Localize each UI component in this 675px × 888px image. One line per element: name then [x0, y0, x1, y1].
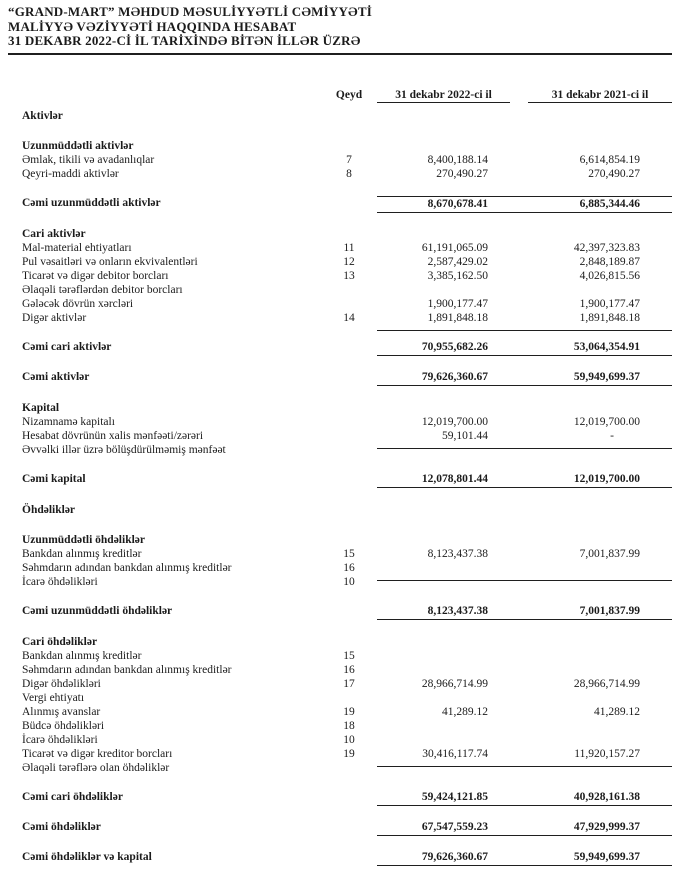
row-label: Əvvəlki illər üzrə bölüşdürülməmiş mənfəət: [22, 443, 226, 456]
section-row: [22, 139, 672, 153]
row-values: [377, 255, 672, 269]
value-2021: 59,949,699.37: [573, 370, 640, 383]
section-row: [22, 635, 672, 649]
row-label: Hesabat dövrünün xalis mənfəəti/zərəri: [22, 429, 204, 442]
value-2021: 7,001,837.99: [579, 604, 640, 617]
row-values: [377, 604, 672, 620]
row-label: Cari öhdəliklər: [22, 635, 98, 648]
table-body: [22, 109, 672, 865]
table-header-row: [22, 88, 672, 105]
item-row: [22, 241, 672, 255]
row-label: Uzunmüddətli aktivlər: [22, 139, 134, 152]
value-2022: 8,123,437.38: [427, 547, 488, 560]
row-label: Əlaqəli tərəflərdən debitor borcları: [22, 283, 183, 296]
item-row: [22, 443, 672, 457]
row-label: Gələcək dövrün xərcləri: [22, 297, 134, 310]
value-2021: 6,614,854.19: [579, 153, 640, 166]
row-values: [377, 747, 672, 761]
item-row: [22, 311, 672, 325]
value-2022: 28,966,714.99: [421, 677, 488, 690]
row-values: [377, 269, 672, 283]
total-row: [22, 820, 672, 835]
row-label: Digər öhdəlikləri: [22, 677, 101, 690]
note-ref: 15: [343, 649, 355, 662]
note-ref: 10: [343, 575, 355, 588]
row-values: [377, 443, 672, 449]
value-2021: 40,928,161.38: [573, 790, 640, 803]
row-values: [377, 547, 672, 561]
row-values: [377, 153, 672, 167]
row-values: [377, 820, 672, 836]
value-2022: 3,385,162.50: [427, 269, 488, 282]
row-values: [377, 370, 672, 386]
item-row: [22, 663, 672, 677]
value-2021: 12,019,700.00: [573, 472, 640, 485]
total-row: [22, 850, 672, 865]
value-2021: 7,001,837.99: [579, 547, 640, 560]
value-2021: 41,289.12: [594, 705, 640, 718]
company-title: “GRAND-MART” MƏHDUD MƏSULİYYƏTLİ CƏMİYYƏTİ: [8, 4, 372, 19]
row-values: [377, 790, 672, 806]
value-2021: 2,848,189.87: [579, 255, 640, 268]
value-2022: 8,400,188.14: [427, 153, 488, 166]
row-values: [377, 167, 672, 181]
value-2022: 1,891,848.18: [427, 311, 488, 324]
note-ref: 16: [343, 561, 355, 574]
report-title: MALİYYƏ VƏZİYYƏTİ HAQQINDA HESABAT: [8, 18, 297, 34]
row-label: Əmlak, tikili və avadanlıqlar: [22, 153, 155, 166]
item-row: [22, 547, 672, 561]
row-label: Ticarət və digər debitor borcları: [22, 269, 169, 282]
total-row: [22, 196, 672, 211]
row-label: Uzunmüddətli öhdəliklər: [22, 533, 146, 546]
note-ref: 16: [343, 663, 355, 676]
value-2021: 11,920,157.27: [574, 747, 640, 760]
item-row: [22, 761, 672, 775]
note-ref: 15: [343, 547, 355, 560]
value-2022: 30,416,117.74: [422, 747, 488, 760]
header-divider: [8, 53, 672, 55]
column-header-2022: 31 dekabr 2022-ci il: [377, 88, 510, 103]
row-label: Cəmi kapital: [22, 472, 86, 485]
row-label: Cəmi öhdəliklər: [22, 820, 101, 833]
row-label: Mal-material ehtiyatları: [22, 241, 132, 254]
row-label: Nizamnamə kapitalı: [22, 415, 115, 428]
value-2021: 47,929,999.37: [573, 820, 640, 833]
column-header-2021: 31 dekabr 2021-ci il: [528, 88, 672, 103]
row-values: [377, 677, 672, 691]
row-label: Bankdan alınmış kreditlər: [22, 547, 142, 560]
row-values: [377, 415, 672, 429]
value-2022: 2,587,429.02: [427, 255, 488, 268]
row-label: Səhmdarın adından bankdan alınmış kreditlər: [22, 561, 232, 574]
item-row: [22, 705, 672, 719]
note-ref: 19: [343, 705, 355, 718]
value-2021: 4,026,815.56: [579, 269, 640, 282]
row-values: [377, 850, 672, 866]
value-2021: 1,900,177.47: [579, 297, 640, 310]
item-row: [22, 283, 672, 297]
row-label: Cəmi uzunmüddətli öhdəliklər: [22, 604, 173, 617]
row-values: [377, 241, 672, 255]
row-label: Büdcə öhdəlikləri: [22, 719, 105, 732]
row-values: [377, 575, 672, 581]
item-row: [22, 719, 672, 733]
column-header-note: Qeyd: [335, 88, 363, 101]
value-2022: 61,191,065.09: [421, 241, 488, 254]
item-row: [22, 415, 672, 429]
column-header-values: [377, 88, 672, 103]
row-label: Əlaqəli tərəflərə olan öhdəliklər: [22, 761, 170, 774]
value-2021: 270,490.27: [588, 167, 640, 180]
row-label: İcarə öhdəlikləri: [22, 575, 98, 588]
report-header: [0, 0, 675, 49]
value-2022: 79,626,360.67: [421, 850, 488, 863]
balance-sheet-table: [22, 88, 672, 865]
note-ref: 14: [343, 311, 355, 324]
row-label: Kapital: [22, 401, 60, 414]
value-2021: 6,885,344.46: [579, 197, 640, 210]
value-2022: 12,078,801.44: [421, 472, 488, 485]
item-row: [22, 429, 672, 443]
row-label: Cəmi cari öhdəliklər: [22, 790, 123, 803]
value-2022: 12,019,700.00: [421, 415, 488, 428]
section-row: [22, 533, 672, 547]
total-row: [22, 370, 672, 385]
total-row: [22, 790, 672, 805]
note-ref: 17: [343, 677, 355, 690]
row-values: [377, 196, 672, 213]
section-row: [22, 227, 672, 241]
item-row: [22, 747, 672, 761]
row-label: Alınmış avanslar: [22, 705, 101, 718]
value-2021: 53,064,354.91: [573, 340, 640, 353]
row-label: Bankdan alınmış kreditlər: [22, 649, 142, 662]
row-values: [377, 340, 672, 356]
row-label: Cəmi aktivlər: [22, 370, 90, 383]
item-row: [22, 733, 672, 747]
row-label: Pul vəsaitləri və onların ekvivalentləri: [22, 255, 198, 268]
value-2022: 59,424,121.85: [421, 790, 488, 803]
value-2021: 12,019,700.00: [573, 415, 640, 428]
value-2022: 67,547,559.23: [421, 820, 488, 833]
row-values: [377, 429, 672, 443]
value-2022: 8,670,678.41: [427, 197, 488, 210]
item-row: [22, 649, 672, 663]
total-row: [22, 472, 672, 487]
row-label: Cari aktivlər: [22, 227, 86, 240]
row-label: Ticarət və digər kreditor borcları: [22, 747, 173, 760]
value-2021: 42,397,323.83: [573, 241, 640, 254]
row-label: Qeyri-maddi aktivlər: [22, 167, 119, 180]
value-2022: 41,289.12: [442, 705, 488, 718]
row-values: [377, 311, 672, 331]
value-2021: 28,966,714.99: [573, 677, 640, 690]
row-label: Səhmdarın adından bankdan alınmış kreditlər: [22, 663, 232, 676]
note-ref: 10: [343, 733, 355, 746]
section-row: [22, 109, 672, 123]
total-row: [22, 340, 672, 355]
row-values: [377, 297, 672, 311]
note-ref: 7: [346, 153, 352, 166]
item-row: [22, 561, 672, 575]
value-2022: 79,626,360.67: [421, 370, 488, 383]
value-2022: 70,955,682.26: [421, 340, 488, 353]
row-values: [377, 705, 672, 719]
row-label: Aktivlər: [22, 109, 63, 122]
value-2022: 270,490.27: [436, 167, 488, 180]
period-title: 31 DEKABR 2022-Cİ İL TARİXİNDƏ BİTƏN İLLƏR ÜZRƏ: [8, 33, 361, 48]
row-label: Digər aktivlər: [22, 311, 87, 324]
item-row: [22, 255, 672, 269]
row-label: Vergi ehtiyatı: [22, 691, 85, 704]
note-ref: 19: [343, 747, 355, 760]
value-2021: 59,949,699.37: [573, 850, 640, 863]
item-row: [22, 153, 672, 167]
item-row: [22, 297, 672, 311]
section-row: [22, 503, 672, 517]
item-row: [22, 269, 672, 283]
item-row: [22, 691, 672, 705]
row-label: İcarə öhdəlikləri: [22, 733, 98, 746]
note-ref: 18: [343, 719, 355, 732]
value-2021: 1,891,848.18: [579, 311, 640, 324]
row-label: Öhdəliklər: [22, 503, 76, 516]
value-2022: 1,900,177.47: [427, 297, 488, 310]
row-label: Cəmi uzunmüddətli aktivlər: [22, 196, 161, 209]
note-ref: 13: [343, 269, 355, 282]
section-row: [22, 401, 672, 415]
item-row: [22, 167, 672, 181]
note-ref: 8: [346, 167, 352, 180]
value-2021: -: [610, 429, 614, 442]
note-ref: 11: [343, 241, 355, 254]
item-row: [22, 575, 672, 589]
row-label: Cəmi cari aktivlər: [22, 340, 112, 353]
value-2022: 8,123,437.38: [427, 604, 488, 617]
item-row: [22, 677, 672, 691]
row-values: [377, 761, 672, 767]
value-2022: 59,101.44: [442, 429, 488, 442]
note-ref: 12: [343, 255, 355, 268]
row-label: Cəmi öhdəliklər və kapital: [22, 850, 152, 863]
row-values: [377, 472, 672, 488]
total-row: [22, 604, 672, 619]
